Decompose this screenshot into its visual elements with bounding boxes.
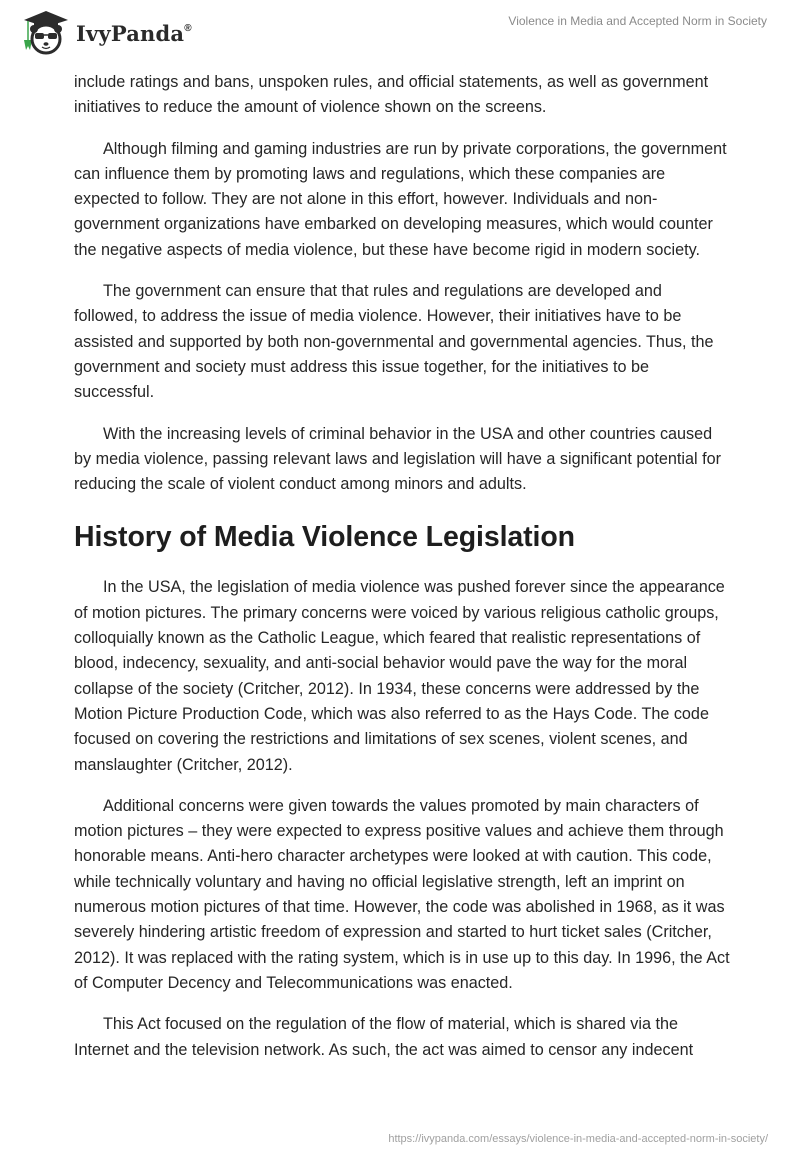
document-title: Violence in Media and Accepted Norm in Society	[508, 14, 767, 28]
essay-body	[74, 70, 730, 1079]
section-heading: History of Media Violence Legislation	[74, 521, 575, 554]
paragraph: This Act focused on the regulation of the flow of material, which is shared via the Internet and the television network. As such, the act was aimed to censor any indecent	[74, 1015, 694, 1059]
paragraph: Although filming and gaming industries are run by private corporations, the government can influence them by promoting laws and regulations, which these companies are expected to follow. They are not alone in this effort, however. Individuals and non-government organizations have embarked on developing measures, which would counter the negative aspects of media violence, but these have become rigid in modern society.	[74, 139, 727, 259]
source-url[interactable]: https://ivypanda.com/essays/violence-in-media-and-accepted-norm-in-society/	[388, 1133, 768, 1145]
paragraph: The government can ensure that that rules and regulations are developed and followed, to address the issue of media violence. However, their initiatives have to be assisted and supported by both non-governmental and governmental agencies. Thus, the government and society must address this issue together, for the initiatives to be successful.	[74, 282, 714, 402]
logo-wordmark: IvyPanda®	[76, 20, 192, 46]
ivypanda-logo[interactable]	[16, 8, 192, 56]
panda-graduate-icon	[16, 8, 72, 56]
paragraph: include ratings and bans, unspoken rules, and official statements, as well as government initiatives to reduce the amount of violence shown on the screens.	[74, 73, 709, 117]
paragraph: Additional concerns were given towards the values promoted by main characters of motion pictures – they were expected to express positive values and achieve them through honorable means. Anti-hero character archetypes were looked at with caution. This code, while technically voluntary and having no official legislative strength, left an imprint on numerous motion pictures of that time. However, the code was abolished in 1968, as it was severely hindering artistic freedom of expression and started to hurt ticket sales (Critcher, 2012). It was replaced with the rating system, which is in use up to this day. In 1996, the Act of Computer Decency and Telecommunications was enacted.	[74, 796, 730, 992]
page-header	[0, 0, 800, 60]
paragraph: With the increasing levels of criminal behavior in the USA and other countries caused by media violence, passing relevant laws and legislation will have a significant potential for reducing the scale of violent conduct among minors and adults.	[74, 424, 721, 494]
paragraph: In the USA, the legislation of media violence was pushed forever since the appearance of motion pictures. The primary concerns were voiced by various religious catholic groups, colloquially known as the Catholic League, which feared that realistic representations of blood, indecency, sexuality, and anti-social behavior would pave the way for the moral collapse of the society (Critcher, 2012). In 1934, these concerns were addressed by the Motion Picture Production Code, which was also referred to as the Hays Code. The code focused on covering the restrictions and limitations of sex scenes, violent scenes, and manslaughter (Critcher, 2012).	[74, 578, 725, 774]
